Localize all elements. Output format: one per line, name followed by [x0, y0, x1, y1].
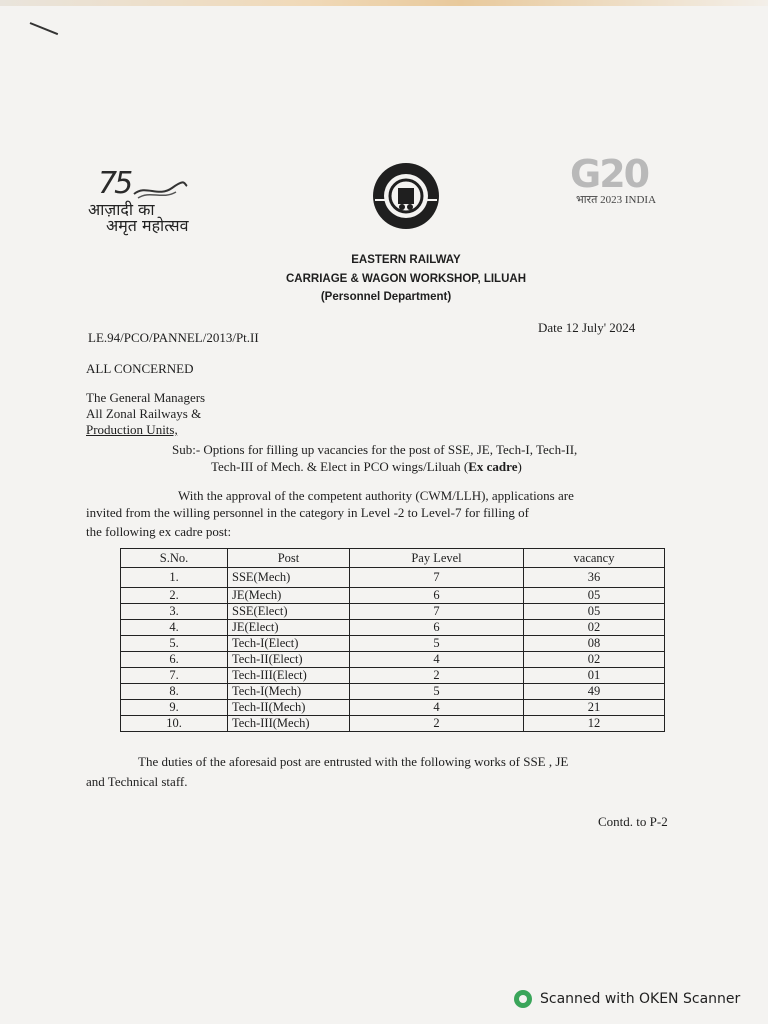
para2-line1: The duties of the aforesaid post are entrusted with the following works of SSE , JE — [138, 754, 569, 769]
header-vacancy: vacancy — [524, 549, 665, 568]
para2-line2: and Technical staff. — [86, 774, 188, 789]
cell-pay-level: 5 — [350, 636, 524, 652]
table-row — [121, 568, 665, 588]
header-post: Post — [228, 549, 350, 568]
g20-mark: G20 — [570, 152, 649, 196]
cell-sno: 3. — [121, 604, 228, 620]
g20-subtitle: भारत 2023 INDIA — [576, 194, 657, 206]
cell-post: Tech-II(Mech) — [228, 700, 350, 716]
scanner-watermark — [514, 990, 740, 1008]
all-concerned: ALL CONCERNED — [86, 361, 194, 376]
cell-post: SSE(Mech) — [228, 568, 350, 588]
subject-ex-cadre: Ex cadre — [468, 459, 518, 474]
cell-sno: 5. — [121, 636, 228, 652]
scanner-text: Scanned with OKEN Scanner — [540, 991, 741, 1007]
cell-post: Tech-I(Elect) — [228, 636, 350, 652]
cell-pay-level: 5 — [350, 684, 524, 700]
cell-pay-level: 2 — [350, 716, 524, 732]
cell-sno: 7. — [121, 668, 228, 684]
vacancy-table — [120, 548, 665, 732]
cell-sno: 4. — [121, 620, 228, 636]
cell-sno: 9. — [121, 700, 228, 716]
cell-vacancy: 21 — [524, 700, 665, 716]
table-row — [121, 716, 665, 732]
cell-post: JE(Mech) — [228, 588, 350, 604]
azadi-line2: अमृत महोत्सव — [106, 216, 189, 235]
department-name: (Personnel Department) — [320, 291, 452, 303]
table-row — [121, 668, 665, 684]
table-row — [121, 620, 665, 636]
cell-post: Tech-II(Elect) — [228, 652, 350, 668]
azadi-ka-amrit-mahotsav-logo — [88, 166, 198, 235]
pen-mark — [30, 22, 59, 35]
cell-vacancy: 12 — [524, 716, 665, 732]
cell-vacancy: 02 — [524, 620, 665, 636]
para1-line1: With the approval of the competent authority (CWM/LLH), applications are — [178, 488, 574, 503]
cell-post: Tech-III(Mech) — [228, 716, 350, 732]
flag-wave-icon — [132, 180, 188, 200]
cell-pay-level: 2 — [350, 668, 524, 684]
subject-line2-suffix: ) — [517, 459, 522, 474]
header-sno: S.No. — [121, 549, 228, 568]
cell-pay-level: 4 — [350, 652, 524, 668]
cell-vacancy: 05 — [524, 604, 665, 620]
table-header-row — [121, 549, 665, 568]
reference-number: LE.94/PCO/PANNEL/2013/Pt.II — [88, 330, 259, 345]
cell-post: SSE(Elect) — [228, 604, 350, 620]
cell-pay-level: 7 — [350, 604, 524, 620]
para1-line2: invited from the willing personnel in the category in Level -2 to Level-7 for filling of — [86, 505, 529, 520]
table-row — [121, 604, 665, 620]
cell-vacancy: 01 — [524, 668, 665, 684]
azadi-line1: आज़ादी का — [88, 200, 155, 219]
table-row — [121, 684, 665, 700]
cell-pay-level: 6 — [350, 588, 524, 604]
continued-note: Contd. to P-2 — [598, 814, 668, 829]
org-name: EASTERN RAILWAY — [351, 254, 461, 266]
header-pay-level: Pay Level — [350, 549, 524, 568]
cell-sno: 6. — [121, 652, 228, 668]
cell-sno: 1. — [121, 568, 228, 588]
addressee-line2: All Zonal Railways & — [86, 406, 202, 421]
cell-pay-level: 6 — [350, 620, 524, 636]
table-row — [121, 652, 665, 668]
cell-sno: 10. — [121, 716, 228, 732]
para1-line3: the following ex cadre post: — [86, 524, 232, 539]
table-row — [121, 588, 665, 604]
addressee-line3: Production Units, — [86, 422, 178, 437]
railway-emblem-icon — [371, 160, 441, 232]
scan-edge — [0, 0, 768, 6]
cell-pay-level: 7 — [350, 568, 524, 588]
cell-vacancy: 49 — [524, 684, 665, 700]
letter-date: Date 12 July' 2024 — [538, 320, 636, 335]
cell-vacancy: 05 — [524, 588, 665, 604]
scanner-logo-icon — [514, 990, 532, 1008]
subject-line2-prefix: Tech-III of Mech. & Elect in PCO wings/Liluah ( — [211, 459, 469, 474]
cell-vacancy: 02 — [524, 652, 665, 668]
subject-line1: Sub:- Options for filling up vacancies for the post of SSE, JE, Tech-I, Tech-II, — [172, 442, 578, 457]
g20-logo — [570, 152, 700, 212]
cell-vacancy: 36 — [524, 568, 665, 588]
cell-vacancy: 08 — [524, 636, 665, 652]
azadi-number: 75 — [98, 166, 131, 201]
cell-pay-level: 4 — [350, 700, 524, 716]
indian-railways-emblem — [371, 160, 441, 232]
cell-post: JE(Elect) — [228, 620, 350, 636]
table-row — [121, 700, 665, 716]
table-row — [121, 636, 665, 652]
addressee-line1: The General Managers — [86, 390, 206, 405]
cell-post: Tech-I(Mech) — [228, 684, 350, 700]
cell-post: Tech-III(Elect) — [228, 668, 350, 684]
subject-line2 — [211, 459, 522, 475]
unit-name: CARRIAGE & WAGON WORKSHOP, LILUAH — [285, 273, 526, 285]
cell-sno: 8. — [121, 684, 228, 700]
cell-sno: 2. — [121, 588, 228, 604]
